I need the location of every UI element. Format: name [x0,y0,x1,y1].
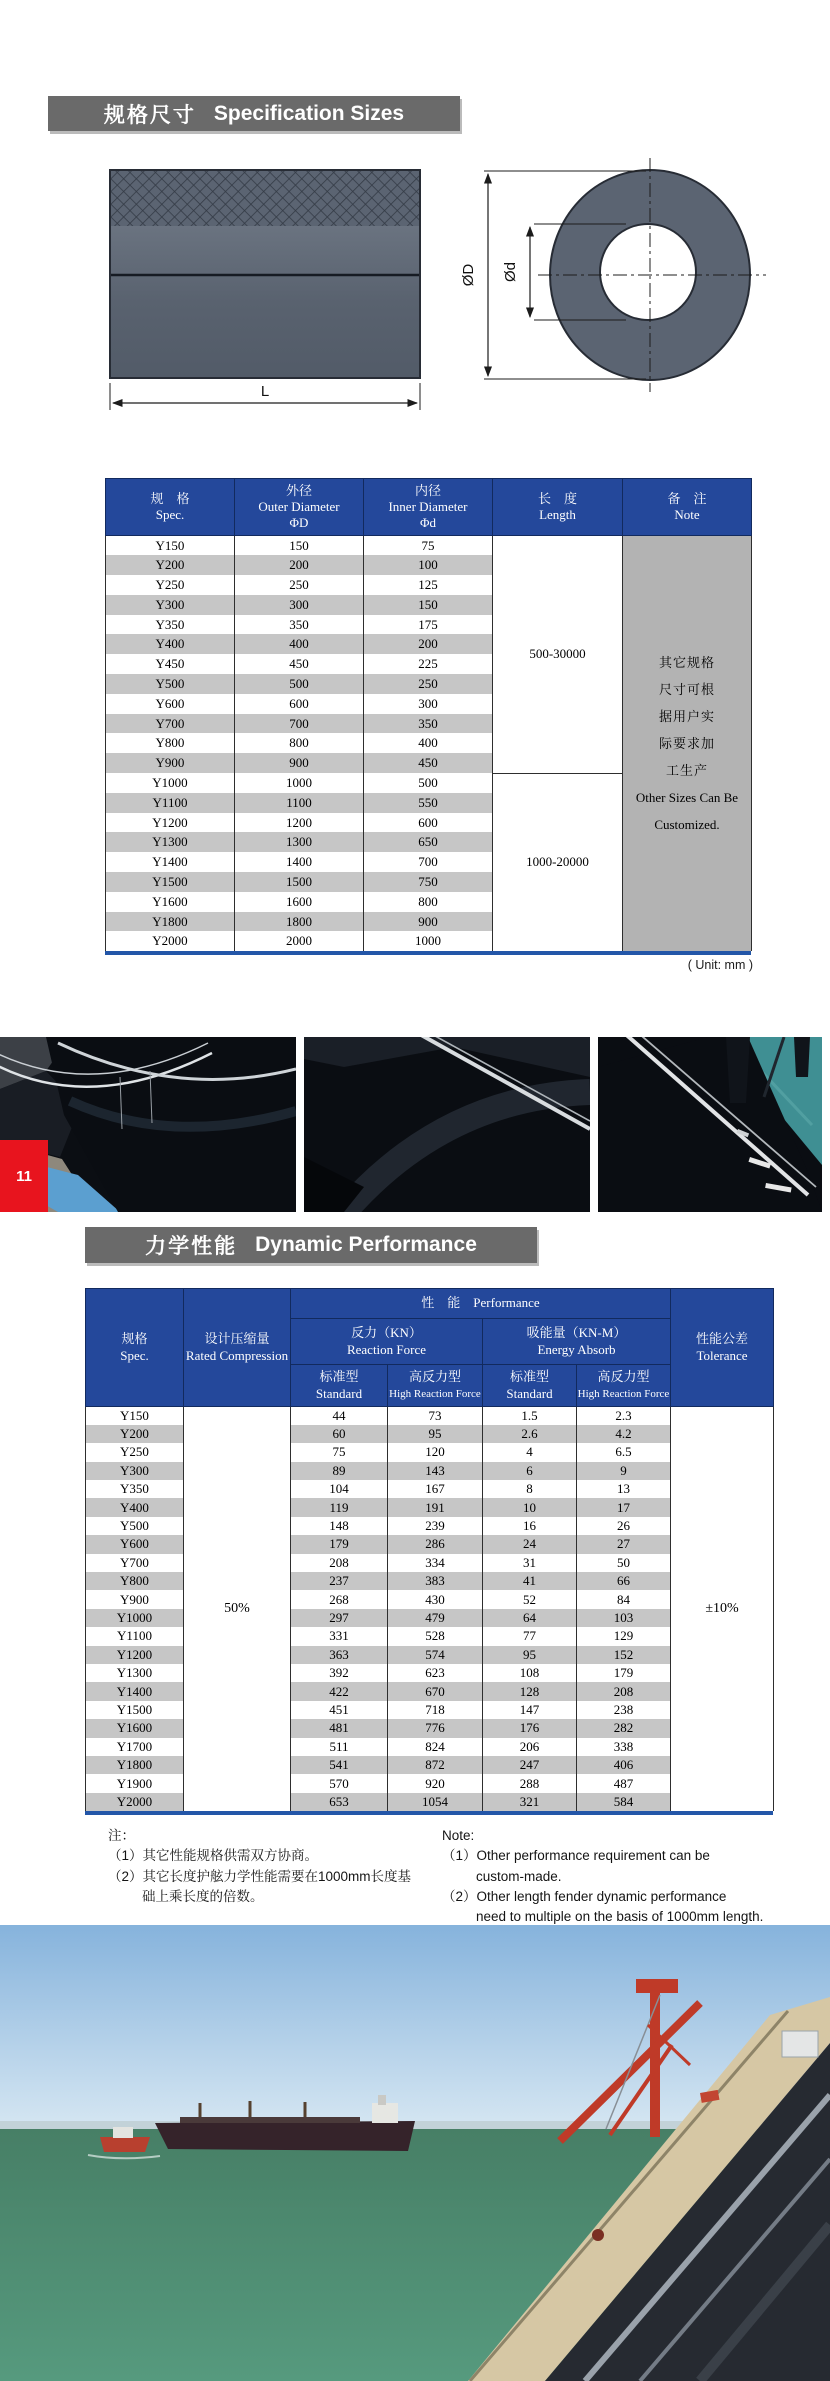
table-cell: Y1600 [86,1719,184,1737]
table-cell: Y1500 [86,1701,184,1719]
page-number-tab [0,1140,48,1212]
table-cell: 288 [483,1774,577,1792]
table-cell: Y450 [106,654,235,674]
table-cell: Y1600 [106,892,235,912]
table-cell: 247 [483,1756,577,1774]
table-cell: 238 [577,1701,671,1719]
perf-table-body [86,1407,774,1812]
table-cell: 1500 [235,872,364,892]
table-cell: 128 [483,1682,577,1700]
table-cell: 150 [364,595,493,615]
fender-side-view-drawing [110,170,420,410]
notes-zh-line3: 础上乘长度的倍数。 [142,1888,264,1904]
table-cell: 225 [364,654,493,674]
notes-en-line1: （1）Other performance requirement can be [442,1848,710,1864]
table-cell: 41 [483,1572,577,1590]
notes-zh-line1: （1）其它性能规格供需双方协商。 [108,1848,319,1864]
notes-chinese [108,1826,438,1907]
table-cell: 670 [388,1682,483,1700]
table-cell: Y1900 [86,1774,184,1792]
table-cell: 451 [291,1701,388,1719]
table-cell: 550 [364,793,493,813]
table-cell: 6.5 [577,1443,671,1461]
notes-en-line3: （2）Other length fender dynamic performance [442,1888,727,1904]
table-cell: 570 [291,1774,388,1792]
table-cell: 653 [291,1793,388,1811]
notes-zh-title: 注： [108,1828,135,1843]
table-cell: 179 [291,1535,388,1553]
table-cell: 16 [483,1517,577,1535]
perf-header-row-1 [86,1289,774,1319]
table-cell: 75 [364,536,493,556]
dim-label-outer-diameter: ØD [460,263,477,287]
fender-technical-drawing [60,140,790,440]
rated-compression-value: 50% [184,1407,291,1812]
spec-table-body [106,536,752,952]
col-rated-compression: 设计压缩量 Rated Compression [184,1289,291,1407]
table-cell: 119 [291,1498,388,1516]
table-cell: Y600 [106,694,235,714]
col-inner-diameter: 内径 Inner Diameter Φd [364,479,493,536]
table-cell: 422 [291,1682,388,1700]
table-cell: Y200 [106,555,235,575]
section-title-zh: 力学性能 [145,1235,238,1258]
table-cell: 8 [483,1480,577,1498]
table-cell: Y1800 [106,912,235,932]
table-cell: 282 [577,1719,671,1737]
photo-band [0,1037,830,1212]
table-cell: 206 [483,1738,577,1756]
table-cell: Y300 [86,1462,184,1480]
table-cell: Y350 [106,615,235,635]
table-cell: 824 [388,1738,483,1756]
tolerance-value: ±10% [671,1407,774,1812]
table-cell: 64 [483,1609,577,1627]
table-cell: 1000 [364,931,493,951]
table-cell: Y1300 [86,1664,184,1682]
col-note: 备 注 Note [623,479,752,536]
table-cell: 1054 [388,1793,483,1811]
note-line: 际要求加 [658,736,715,752]
table-cell: 2000 [235,931,364,951]
table-cell: 350 [235,615,364,635]
section-title-en: Dynamic Performance [255,1233,477,1256]
table-cell: 191 [388,1498,483,1516]
col-energy-high: 高反力型 High Reaction Force [577,1365,671,1407]
table-cell: 148 [291,1517,388,1535]
table-cell: 75 [291,1443,388,1461]
table-cell: 250 [364,674,493,694]
col-tolerance: 性能公差 Tolerance [671,1289,774,1407]
submarine-photo-2 [304,1037,590,1212]
table-cell: 450 [235,654,364,674]
table-cell: 623 [388,1664,483,1682]
specification-table [105,478,751,955]
table-cell: 900 [364,912,493,932]
table-cell: Y700 [106,714,235,734]
table-cell: 66 [577,1572,671,1590]
table-cell: 574 [388,1646,483,1664]
col-energy-standard: 标准型 Standard [483,1365,577,1407]
table-cell: 268 [291,1590,388,1608]
table-cell: 430 [388,1590,483,1608]
table-cell: 500 [364,773,493,793]
table-cell: 27 [577,1535,671,1553]
unit-note: ( Unit: mm ) [687,958,753,972]
notes-zh-line2: （2）其它长度护舷力学性能需要在1000mm长度基 [108,1868,412,1884]
table-cell: Y1000 [106,773,235,793]
table-cell: 250 [235,575,364,595]
table-cell: 920 [388,1774,483,1792]
table-cell: 4 [483,1443,577,1461]
table-cell: 200 [235,555,364,575]
table-cell: 2.3 [577,1407,671,1425]
table-cell: 584 [577,1793,671,1811]
table-cell: 383 [388,1572,483,1590]
table-cell: Y500 [86,1517,184,1535]
table-cell: Y1400 [86,1682,184,1700]
table-cell: Y250 [86,1443,184,1461]
table-cell: 26 [577,1517,671,1535]
table-cell: 95 [483,1646,577,1664]
table-cell: 750 [364,872,493,892]
table-cell: 208 [291,1554,388,1572]
table-cell: Y2000 [106,931,235,951]
col-reaction-force-group: 反力（KN） Reaction Force [291,1319,483,1365]
table-cell: 1400 [235,852,364,872]
table-cell: 125 [364,575,493,595]
table-cell: 718 [388,1701,483,1719]
table-cell: 60 [291,1425,388,1443]
table-cell: 84 [577,1590,671,1608]
table-cell: Y1200 [106,813,235,833]
table-cell: 31 [483,1554,577,1572]
table-cell: Y150 [86,1407,184,1425]
table-cell: 77 [483,1627,577,1645]
page-number: 11 [16,1167,32,1185]
table-cell: 541 [291,1756,388,1774]
table-cell: 700 [364,852,493,872]
table-cell: 175 [364,615,493,635]
table-cell: 800 [235,733,364,753]
dim-label-inner-diameter: Ød [502,261,519,283]
table-cell: Y800 [106,733,235,753]
table-cell: 103 [577,1609,671,1627]
table-cell: 237 [291,1572,388,1590]
table-cell: 17 [577,1498,671,1516]
table-cell: Y600 [86,1535,184,1553]
table-cell: 300 [364,694,493,714]
port-photo [0,1925,830,2381]
table-cell: 350 [364,714,493,734]
table-cell: 363 [291,1646,388,1664]
table-cell: Y1500 [106,872,235,892]
table-cell: 176 [483,1719,577,1737]
table-cell: 1.5 [483,1407,577,1425]
spec-table-header-row [106,479,752,536]
table-cell: Y700 [86,1554,184,1572]
table-cell: Y400 [106,634,235,654]
col-energy-absorb-group: 吸能量（KN-M） Energy Absorb [483,1319,671,1365]
table-cell: Y900 [106,753,235,773]
table-cell: 1200 [235,813,364,833]
table-cell: 338 [577,1738,671,1756]
table-cell: 120 [388,1443,483,1461]
table-cell: Y200 [86,1425,184,1443]
table-cell: 147 [483,1701,577,1719]
table-cell: 528 [388,1627,483,1645]
notes-en-line2: custom-made. [476,1868,562,1884]
col-reaction-high: 高反力型 High Reaction Force [388,1365,483,1407]
table-cell: 143 [388,1462,483,1480]
table-cell: Y1100 [106,793,235,813]
table-cell: 1600 [235,892,364,912]
table-cell: 487 [577,1774,671,1792]
note-line: Customized. [654,817,720,833]
table-cell: Y1300 [106,832,235,852]
table-cell: 392 [291,1664,388,1682]
table-cell: 13 [577,1480,671,1498]
table-cell: 776 [388,1719,483,1737]
section-header-dynamic-performance [85,1227,537,1263]
table-cell: Y2000 [86,1793,184,1811]
table-cell: 1100 [235,793,364,813]
table-row [106,536,752,556]
table-cell: 650 [364,832,493,852]
table-cell: 481 [291,1719,388,1737]
svg-text:L: L [260,383,270,400]
table-cell: 334 [388,1554,483,1572]
note-line: 其它规格 [658,655,715,671]
table-cell: 44 [291,1407,388,1425]
table-cell: Y1000 [86,1609,184,1627]
table-cell: 600 [364,813,493,833]
table-cell: 406 [577,1756,671,1774]
submarine-photo-3 [598,1037,822,1212]
table-cell: 300 [235,595,364,615]
table-cell: 129 [577,1627,671,1645]
table-cell: Y1400 [106,852,235,872]
table-cell: 297 [291,1609,388,1627]
table-cell: 52 [483,1590,577,1608]
table-cell: Y150 [106,536,235,556]
table-cell: 600 [235,694,364,714]
table-cell: 95 [388,1425,483,1443]
table-cell: Y350 [86,1480,184,1498]
section-header-specification-sizes [48,96,460,131]
table-cell: 900 [235,753,364,773]
table-cell: 208 [577,1682,671,1700]
note-line: Other Sizes Can Be [635,790,739,806]
performance-table [85,1288,773,1815]
table-cell: 450 [364,753,493,773]
table-cell: 511 [291,1738,388,1756]
note-line: 工生产 [665,763,708,779]
section-title-zh: 规格尺寸 [103,103,196,127]
table-cell: Y500 [106,674,235,694]
table-cell: 200 [364,634,493,654]
col-length: 长 度 Length [493,479,623,536]
table-cell: 872 [388,1756,483,1774]
table-cell: 73 [388,1407,483,1425]
table-cell: 152 [577,1646,671,1664]
table-cell: 1000 [235,773,364,793]
section-title-en: Specification Sizes [213,101,405,125]
table-cell: 800 [364,892,493,912]
table-cell: Y1800 [86,1756,184,1774]
notes-en-line4: need to multiple on the basis of 1000mm length. [476,1909,764,1924]
table-cell: 1800 [235,912,364,932]
note-line: 据用户实 [658,709,715,725]
table-cell: Y800 [86,1572,184,1590]
col-outer-diameter: 外径 Outer Diameter ΦD [235,479,364,536]
table-cell: 1000-20000 [493,773,623,951]
table-row [86,1407,774,1425]
table-cell: 4.2 [577,1425,671,1443]
table-cell: 24 [483,1535,577,1553]
table-cell: Y1100 [86,1627,184,1645]
table-cell: Y250 [106,575,235,595]
table-cell: 286 [388,1535,483,1553]
fender-drawing-svg [60,140,790,440]
table-cell: 700 [235,714,364,734]
fender-section-drawing [460,158,766,392]
table-cell: 179 [577,1664,671,1682]
table-cell: 50 [577,1554,671,1572]
table-cell: 400 [235,634,364,654]
table-cell: 331 [291,1627,388,1645]
notes-english [442,1826,787,1927]
table-cell: 104 [291,1480,388,1498]
table-cell: 10 [483,1498,577,1516]
table-cell: 2.6 [483,1425,577,1443]
table-cell: 500-30000 [493,536,623,774]
table-cell: 108 [483,1664,577,1682]
table-cell: 500 [235,674,364,694]
table-cell: Y1200 [86,1646,184,1664]
table-cell: 167 [388,1480,483,1498]
col-spec: 规格 Spec. [86,1289,184,1407]
table-cell: 100 [364,555,493,575]
col-performance-group: 性 能 Performance [291,1289,671,1319]
table-cell: 400 [364,733,493,753]
table-cell: Y300 [106,595,235,615]
table-cell: 150 [235,536,364,556]
note-line: 尺寸可根 [658,682,715,698]
col-reaction-standard: 标准型 Standard [291,1365,388,1407]
table-cell: Y900 [86,1590,184,1608]
note-cell [623,536,752,952]
table-cell: 479 [388,1609,483,1627]
table-cell: 9 [577,1462,671,1480]
table-cell: 6 [483,1462,577,1480]
table-cell: Y400 [86,1498,184,1516]
table-cell: 89 [291,1462,388,1480]
table-cell: 239 [388,1517,483,1535]
notes-en-title: Note: [442,1828,475,1843]
table-cell: Y1700 [86,1738,184,1756]
table-cell: 321 [483,1793,577,1811]
col-spec: 规 格 Spec. [106,479,235,536]
table-cell: 1300 [235,832,364,852]
